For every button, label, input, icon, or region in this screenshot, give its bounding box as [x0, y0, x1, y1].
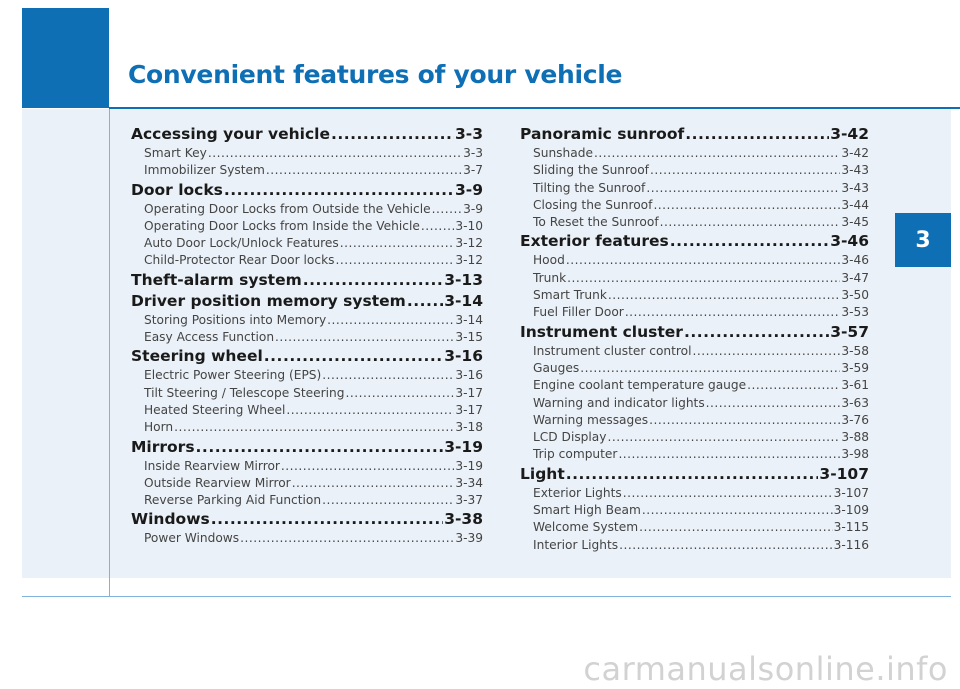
toc-entry[interactable] [131, 162, 483, 179]
toc-section [520, 322, 869, 464]
dot-leader [566, 252, 841, 269]
toc-entry-label: Sliding the Sunroof [533, 163, 649, 178]
toc-entry-page-number: 3-9 [463, 201, 483, 216]
dot-leader [240, 530, 454, 547]
toc-entry-label: Power Windows [144, 531, 240, 546]
dot-leader [303, 270, 443, 291]
toc-section [131, 291, 483, 347]
toc-entry-label: LCD Display [533, 430, 607, 445]
chapter-tab[interactable]: 3 [895, 213, 951, 267]
toc-entry-label: Storing Positions into Memory [144, 312, 327, 327]
toc-section [131, 437, 483, 510]
toc-entry[interactable] [520, 429, 869, 446]
dot-leader [747, 377, 840, 394]
dot-leader [639, 519, 833, 536]
dot-leader [566, 464, 819, 485]
toc-entry-label: Outside Rearview Mirror [144, 475, 291, 490]
toc-entry[interactable] [520, 360, 869, 377]
toc-entry[interactable] [520, 395, 869, 412]
dot-leader [646, 180, 840, 197]
toc-entry[interactable] [520, 519, 869, 536]
toc-entry[interactable] [520, 446, 869, 463]
toc-entry-label: Gauges [533, 360, 580, 375]
dot-leader [224, 180, 454, 201]
toc-entry-page-number: 3-15 [455, 330, 483, 345]
toc-entry[interactable] [520, 377, 869, 394]
toc-entry-page-number: 3-42 [841, 146, 869, 160]
toc-section-heading[interactable] [520, 231, 869, 252]
toc-entry-page-number: 3-17 [455, 385, 483, 400]
toc-section-heading-page-number: 3-19 [444, 437, 483, 456]
toc-entry-label: Engine coolant temperature gauge [533, 378, 747, 393]
toc-entry-page-number: 3-44 [841, 197, 869, 212]
toc-section-heading-label: Instrument cluster [520, 322, 683, 341]
toc-entry[interactable] [131, 458, 483, 475]
toc-entry-page-number: 3-10 [455, 218, 483, 233]
dot-leader [322, 367, 454, 384]
toc-section-heading[interactable] [131, 437, 483, 458]
toc-entry[interactable] [131, 218, 483, 235]
toc-entry-page-number: 3-39 [455, 531, 483, 546]
dot-leader [653, 197, 840, 214]
dot-leader [292, 475, 455, 492]
toc-entry-page-number: 3-59 [841, 360, 869, 375]
toc-section [131, 270, 483, 291]
toc-section-heading[interactable] [520, 464, 869, 485]
toc-entry-page-number: 3-98 [841, 447, 869, 462]
toc-entry-label: Warning messages [533, 412, 649, 427]
toc-section-heading-page-number: 3-9 [454, 180, 483, 199]
toc-entry-page-number: 3-12 [455, 253, 483, 268]
toc-entry[interactable] [520, 197, 869, 214]
dot-leader [281, 458, 454, 475]
toc-entry-page-number: 3-109 [833, 503, 869, 518]
toc-entry-page-number: 3-63 [841, 395, 869, 410]
toc-entry-label: Sunshade [533, 146, 593, 160]
toc-entry-page-number: 3-7 [463, 163, 483, 178]
dot-leader [421, 218, 454, 235]
toc-section [131, 509, 483, 547]
toc-entry-label: Tilt Steering / Telescope Steering [144, 385, 345, 400]
toc-entry[interactable] [520, 180, 869, 197]
toc-section [520, 231, 869, 321]
toc-section-heading-label: Light [520, 464, 565, 483]
toc-section-heading-label: Windows [131, 510, 210, 529]
dot-leader [670, 231, 830, 252]
toc-entry-page-number: 3-45 [841, 215, 869, 230]
toc-entry[interactable] [520, 214, 869, 231]
page-title: Convenient features of your vehicle [128, 60, 623, 89]
dot-leader [649, 412, 840, 429]
toc-entry[interactable] [131, 419, 483, 436]
toc-entry[interactable] [520, 252, 869, 269]
dot-leader [594, 145, 840, 162]
dot-leader [211, 509, 443, 530]
toc-entry-page-number: 3-43 [841, 163, 869, 178]
dot-leader [706, 395, 841, 412]
toc-section-heading-label: Accessing your vehicle [131, 125, 330, 143]
margin-vertical-line [109, 109, 110, 597]
toc-entry-page-number: 3-61 [841, 378, 869, 393]
toc-entry[interactable] [131, 252, 483, 269]
toc-section-heading-page-number: 3-13 [444, 270, 483, 289]
dot-leader [331, 124, 454, 145]
toc-entry-label: Reverse Parking Aid Function [144, 493, 322, 508]
toc-entry-label: Operating Door Locks from Outside the Vehicle [144, 201, 431, 216]
toc-entry-page-number: 3-50 [841, 288, 869, 303]
toc-entry-label: Exterior Lights [533, 485, 622, 500]
toc-entry-label: Immobilizer System [144, 163, 265, 178]
toc-entry-page-number: 3-12 [455, 236, 483, 251]
toc-entry-page-number: 3-53 [841, 305, 869, 320]
toc-entry-page-number: 3-18 [455, 420, 483, 435]
toc-section-heading-page-number: 3-38 [444, 510, 483, 529]
toc-entry-label: Horn [144, 420, 174, 435]
toc-entry-label: Warning and indicator lights [533, 395, 705, 410]
toc-entry-label: Easy Access Function [144, 330, 275, 345]
toc-entry-label: Fuel Filler Door [533, 305, 624, 320]
toc-section-heading-page-number: 3-57 [830, 322, 869, 341]
toc-right-column [520, 124, 869, 554]
toc-entry-page-number: 3-115 [833, 520, 869, 535]
toc-entry-label: Smart Key [144, 146, 207, 160]
dot-leader [264, 346, 443, 367]
toc-section-heading-label: Steering wheel [131, 347, 263, 366]
toc-section [131, 346, 483, 436]
dot-leader [266, 162, 462, 179]
toc-entry-page-number: 3-43 [841, 180, 869, 195]
toc-entry-label: Heated Steering Wheel [144, 402, 286, 417]
toc-entry[interactable] [131, 530, 483, 547]
toc-entry-page-number: 3-116 [833, 537, 869, 552]
toc-section-heading[interactable] [131, 124, 483, 145]
toc-entry[interactable] [131, 329, 483, 346]
dot-leader [340, 235, 455, 252]
dot-leader [618, 446, 840, 463]
toc-entry[interactable] [131, 475, 483, 492]
toc-entry-label: To Reset the Sunroof [533, 215, 659, 230]
toc-entry-label: Child-Protector Rear Door locks [144, 253, 335, 268]
toc-section [131, 124, 483, 180]
toc-entry[interactable] [520, 412, 869, 429]
dot-leader [327, 312, 454, 329]
dot-leader [432, 201, 462, 218]
dot-leader [685, 124, 829, 145]
toc-entry[interactable] [131, 367, 483, 384]
toc-entry-label: Instrument cluster control [533, 343, 692, 358]
dot-leader [650, 162, 840, 179]
toc-entry-label: Trip computer [533, 447, 618, 462]
toc-entry-label: Tilting the Sunroof [533, 180, 646, 195]
toc-section [520, 464, 869, 554]
toc-section-heading-page-number: 3-107 [819, 464, 869, 483]
toc-entry[interactable] [520, 502, 869, 519]
dot-leader [567, 270, 840, 287]
dot-leader [625, 304, 841, 321]
toc-section-heading-label: Mirrors [131, 437, 195, 456]
toc-section-heading-page-number: 3-42 [830, 125, 869, 143]
toc-section-heading[interactable] [131, 291, 483, 312]
footer-horizontal-line [22, 596, 951, 597]
toc-section-heading[interactable] [131, 180, 483, 201]
toc-entry[interactable] [520, 537, 869, 554]
toc-entry-page-number: 3-46 [841, 253, 869, 268]
toc-section [520, 124, 869, 231]
dot-leader [322, 492, 454, 509]
toc-entry-page-number: 3-16 [455, 368, 483, 383]
toc-entry-page-number: 3-3 [463, 146, 483, 160]
toc-entry-page-number: 3-107 [833, 485, 869, 500]
toc-entry-label: Smart High Beam [533, 503, 641, 518]
toc-section-heading-label: Theft-alarm system [131, 270, 302, 289]
toc-section-heading-label: Driver position memory system [131, 291, 406, 310]
toc-entry[interactable] [520, 145, 869, 162]
toc-section-heading-label: Panoramic sunroof [520, 125, 685, 143]
toc-entry-page-number: 3-34 [455, 475, 483, 490]
dot-leader [623, 485, 833, 502]
toc-entry-page-number: 3-37 [455, 493, 483, 508]
toc-section-heading-page-number: 3-16 [444, 347, 483, 366]
toc-entry[interactable] [131, 312, 483, 329]
dot-leader [174, 419, 454, 436]
dot-leader [684, 322, 829, 343]
toc-entry-page-number: 3-17 [455, 402, 483, 417]
watermark: carmanualsonline.info [583, 650, 948, 688]
toc-entry-label: Operating Door Locks from Inside the Vehicle [144, 218, 420, 233]
toc-entry[interactable] [520, 304, 869, 321]
toc-entry[interactable] [131, 402, 483, 419]
toc-entry[interactable] [131, 235, 483, 252]
dot-leader [608, 287, 840, 304]
toc-entry-label: Inside Rearview Mirror [144, 458, 280, 473]
toc-entry[interactable] [131, 201, 483, 218]
toc-entry-page-number: 3-19 [455, 458, 483, 473]
dot-leader [407, 291, 443, 312]
toc-entry-label: Trunk [533, 270, 567, 285]
toc-section-heading[interactable] [131, 346, 483, 367]
toc-entry-label: Closing the Sunroof [533, 197, 653, 212]
dot-leader [619, 537, 832, 554]
dot-leader [208, 145, 462, 162]
toc-entry-label: Interior Lights [533, 537, 619, 552]
toc-entry[interactable] [520, 287, 869, 304]
toc-section-heading[interactable] [520, 322, 869, 343]
toc-entry-label: Hood [533, 253, 565, 268]
toc-entry[interactable] [520, 162, 869, 179]
toc-section-heading[interactable] [131, 270, 483, 291]
dot-leader [660, 214, 841, 231]
dot-leader [275, 329, 454, 346]
toc-entry-page-number: 3-47 [841, 270, 869, 285]
toc-entry-page-number: 3-14 [455, 312, 483, 327]
toc-entry[interactable] [520, 270, 869, 287]
toc-left-column [131, 124, 483, 548]
toc-entry[interactable] [520, 485, 869, 502]
dot-leader [607, 429, 840, 446]
toc-section-heading-page-number: 3-14 [444, 291, 483, 310]
toc-section-heading-page-number: 3-46 [830, 232, 869, 251]
toc-entry-page-number: 3-58 [841, 343, 869, 358]
toc-entry[interactable] [131, 385, 483, 402]
toc-section-heading-label: Door locks [131, 180, 223, 199]
toc-section-heading[interactable] [520, 124, 869, 145]
toc-entry-page-number: 3-76 [841, 412, 869, 427]
dot-leader [642, 502, 833, 519]
dot-leader [335, 252, 454, 269]
toc-entry[interactable] [131, 145, 483, 162]
dot-leader [196, 437, 444, 458]
toc-entry-label: Electric Power Steering (EPS) [144, 368, 322, 383]
dot-leader [286, 402, 454, 419]
toc-entry[interactable] [131, 492, 483, 509]
toc-entry[interactable] [520, 343, 869, 360]
dot-leader [693, 343, 841, 360]
toc-entry-label: Smart Trunk [533, 288, 607, 303]
toc-entry-label: Auto Door Lock/Unlock Features [144, 236, 339, 251]
toc-entry-page-number: 3-88 [841, 430, 869, 445]
dot-leader [345, 385, 454, 402]
chapter-corner-block [22, 8, 109, 108]
toc-section-heading-page-number: 3-3 [454, 125, 483, 143]
toc-entry-label: Welcome System [533, 520, 639, 535]
toc-section-heading[interactable] [131, 509, 483, 530]
dot-leader [580, 360, 840, 377]
toc-section-heading-label: Exterior features [520, 232, 669, 251]
toc-section [131, 180, 483, 270]
